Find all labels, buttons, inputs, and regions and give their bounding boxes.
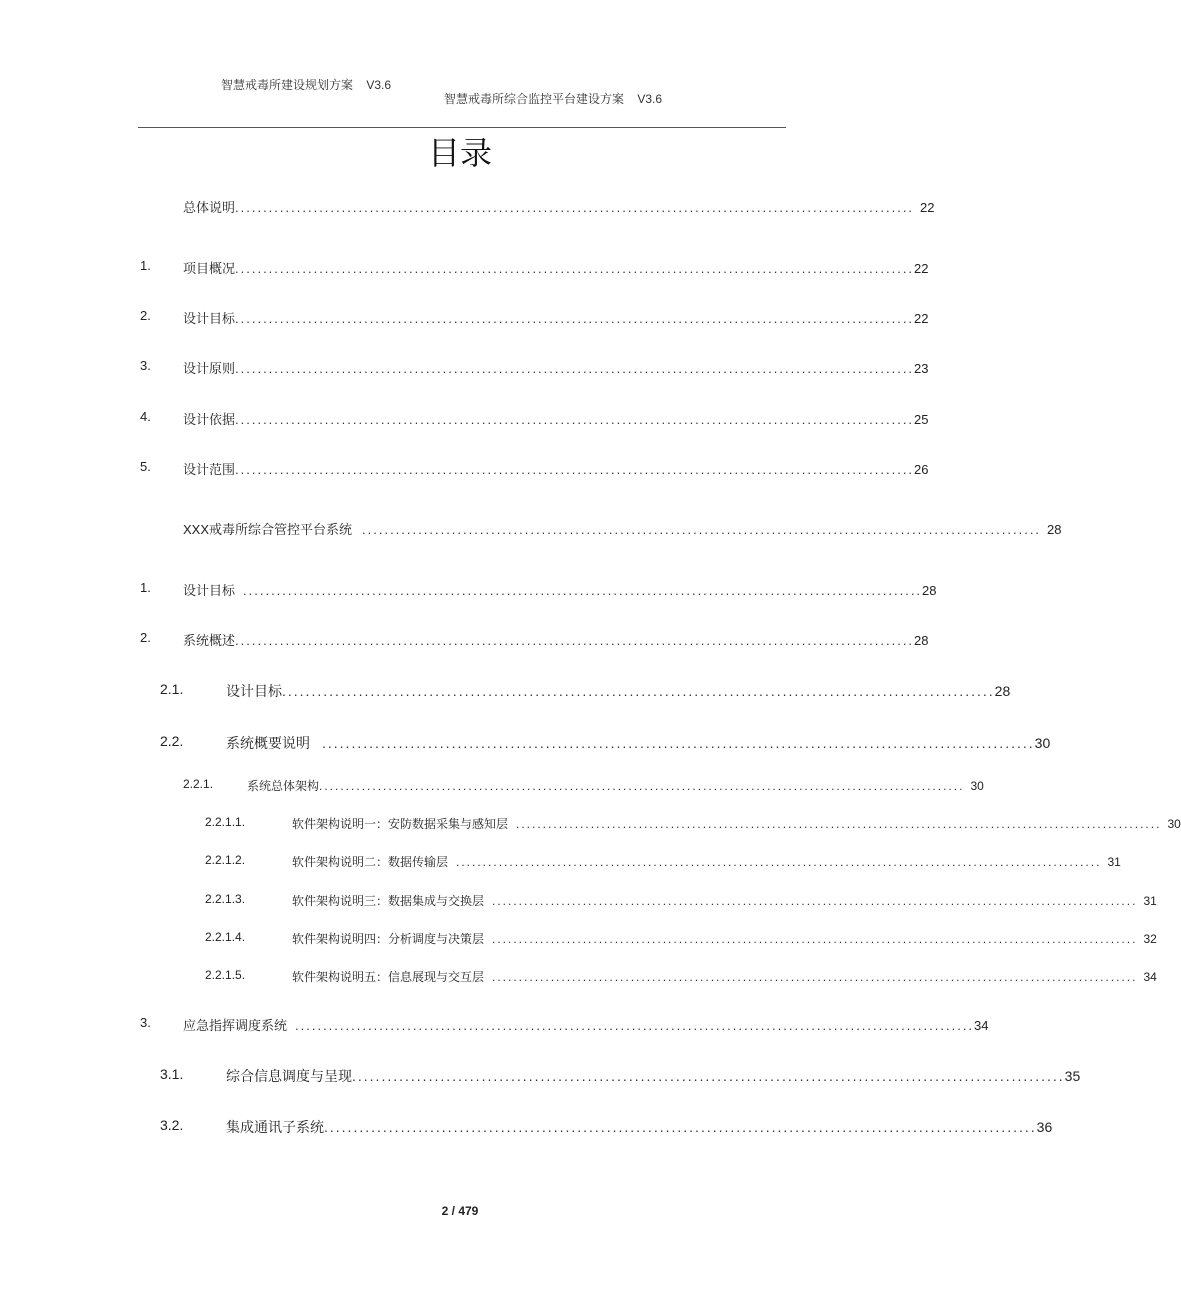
toc-label: 设计目标 (226, 683, 282, 699)
toc-page: 30 (1034, 735, 1051, 751)
toc-page: 36 (1036, 1119, 1053, 1135)
toc-page: 34 (974, 1018, 989, 1033)
toc-leader: ......................................................................................................................... (235, 462, 915, 477)
toc-leader: ......................................................................................................................... (352, 1068, 1065, 1084)
toc-leader: ......................................................................................................................... (492, 970, 1138, 984)
toc-number: 3.2. (160, 1117, 184, 1133)
toc-entry[interactable] (183, 519, 1062, 538)
toc-entry[interactable] (205, 892, 1157, 909)
toc-page: 35 (1064, 1068, 1081, 1084)
toc-label: 设计目标 (183, 583, 236, 598)
toc-label: 集成通讯子系统 (226, 1119, 324, 1135)
toc-leader: ......................................................................................................................... (492, 894, 1138, 908)
toc-number: 1. (140, 580, 151, 595)
toc-entry[interactable] (205, 853, 1121, 870)
toc-entry[interactable] (140, 459, 929, 478)
page-number: 2 / 479 (441, 1204, 479, 1218)
header-right: 智慧戒毒所综合监控平台建设方案 V3.6 (444, 92, 663, 106)
toc-label: 软件架构说明四：分析调度与决策层 (292, 932, 485, 946)
toc-page: 23 (914, 361, 929, 376)
toc-label: 软件架构说明二：数据传输层 (292, 855, 449, 869)
toc-label: XXX戒毒所综合管控平台系统 (183, 522, 353, 537)
toc-entry[interactable] (205, 930, 1157, 947)
toc-entry[interactable] (140, 358, 929, 377)
toc-page: 22 (920, 200, 935, 215)
toc-leader: ......................................................................................................................... (516, 817, 1162, 831)
toc-entry[interactable] (140, 308, 929, 327)
toc-number: 2.1. (160, 681, 184, 697)
toc-number: 2.2.1. (183, 777, 214, 791)
toc-page: 22 (914, 261, 929, 276)
toc-leader: ......................................................................................................................... (282, 683, 995, 699)
toc-number: 2.2.1.1. (205, 815, 246, 829)
header-left: 智慧戒毒所建设规划方案 V3.6 (221, 78, 392, 92)
toc-label: 软件架构说明五：信息展现与交互层 (292, 970, 485, 984)
toc-page: 28 (994, 683, 1011, 699)
toc-page: 25 (914, 412, 929, 427)
toc-entry[interactable] (140, 1015, 989, 1034)
toc-leader: ......................................................................................................................... (492, 932, 1138, 946)
toc-number: 1. (140, 258, 151, 273)
toc-page: 28 (1047, 522, 1062, 537)
toc-entry[interactable] (160, 1066, 1081, 1086)
toc-leader: ......................................................................................................................... (324, 1119, 1037, 1135)
toc-page: 32 (1143, 932, 1157, 946)
toc-leader: ......................................................................................................................... (362, 522, 1042, 537)
toc-page: 34 (1143, 970, 1157, 984)
toc-number: 2.2.1.3. (205, 892, 246, 906)
toc-label: 系统概要说明 (226, 735, 310, 751)
toc-label: 设计原则 (183, 361, 236, 376)
toc-number: 2. (140, 308, 151, 323)
toc-entry[interactable] (183, 197, 935, 216)
toc-leader: ......................................................................................................................... (295, 1018, 975, 1033)
toc-number: 2. (140, 630, 151, 645)
toc-page: 22 (914, 311, 929, 326)
toc-label: 项目概况 (183, 261, 236, 276)
toc-label: 软件架构说明一：安防数据采集与感知层 (292, 817, 509, 831)
toc-entry[interactable] (140, 258, 929, 277)
toc-number: 2.2.1.4. (205, 930, 246, 944)
toc-leader: ......................................................................................................................... (235, 261, 915, 276)
toc-number: 3. (140, 358, 151, 373)
toc-label: 设计范围 (183, 462, 236, 477)
toc-page: 26 (914, 462, 929, 477)
toc-number: 4. (140, 409, 151, 424)
toc-leader: ......................................................................................................................... (235, 412, 915, 427)
toc-leader: ......................................................................................................................... (319, 779, 965, 793)
toc-number: 3.1. (160, 1066, 184, 1082)
toc-label: 应急指挥调度系统 (183, 1018, 288, 1033)
toc-entry[interactable] (160, 1117, 1053, 1137)
toc-number: 5. (140, 459, 151, 474)
toc-entry[interactable] (140, 630, 929, 649)
toc-label: 软件架构说明三：数据集成与交换层 (292, 894, 485, 908)
toc-page: 31 (1143, 894, 1157, 908)
toc-entry[interactable] (160, 733, 1051, 753)
toc-number: 3. (140, 1015, 151, 1030)
toc-number: 2.2.1.5. (205, 968, 246, 982)
toc-label: 总体说明 (183, 200, 236, 215)
toc-entry[interactable] (140, 409, 929, 428)
toc-label: 设计依据 (183, 412, 236, 427)
toc-leader: ......................................................................................................................... (235, 633, 915, 648)
toc-number: 2.2.1.2. (205, 853, 246, 867)
page-title: 目录 (427, 134, 492, 172)
toc-leader: ......................................................................................................................... (235, 361, 915, 376)
toc-leader: ......................................................................................................................... (243, 583, 923, 598)
toc-page: 28 (914, 633, 929, 648)
toc-entry[interactable] (140, 580, 937, 599)
toc-label: 综合信息调度与呈现 (226, 1068, 352, 1084)
toc-label: 系统概述 (183, 633, 236, 648)
toc-entry[interactable] (160, 681, 1011, 701)
toc-leader: ......................................................................................................................... (456, 855, 1102, 869)
toc-label: 设计目标 (183, 311, 236, 326)
toc-leader: ......................................................................................................................... (322, 735, 1035, 751)
toc-leader: ......................................................................................................................... (235, 200, 915, 215)
toc-leader: ......................................................................................................................... (235, 311, 915, 326)
toc-entry[interactable] (205, 968, 1157, 985)
toc-entry[interactable] (183, 777, 984, 794)
toc-label: 系统总体架构 (247, 779, 320, 793)
toc-page: 31 (1107, 855, 1121, 869)
toc-page: 28 (922, 583, 937, 598)
toc-page: 30 (970, 779, 984, 793)
toc-number: 2.2. (160, 733, 184, 749)
toc-page: 30 (1167, 817, 1181, 831)
toc-entry[interactable] (205, 815, 1181, 832)
